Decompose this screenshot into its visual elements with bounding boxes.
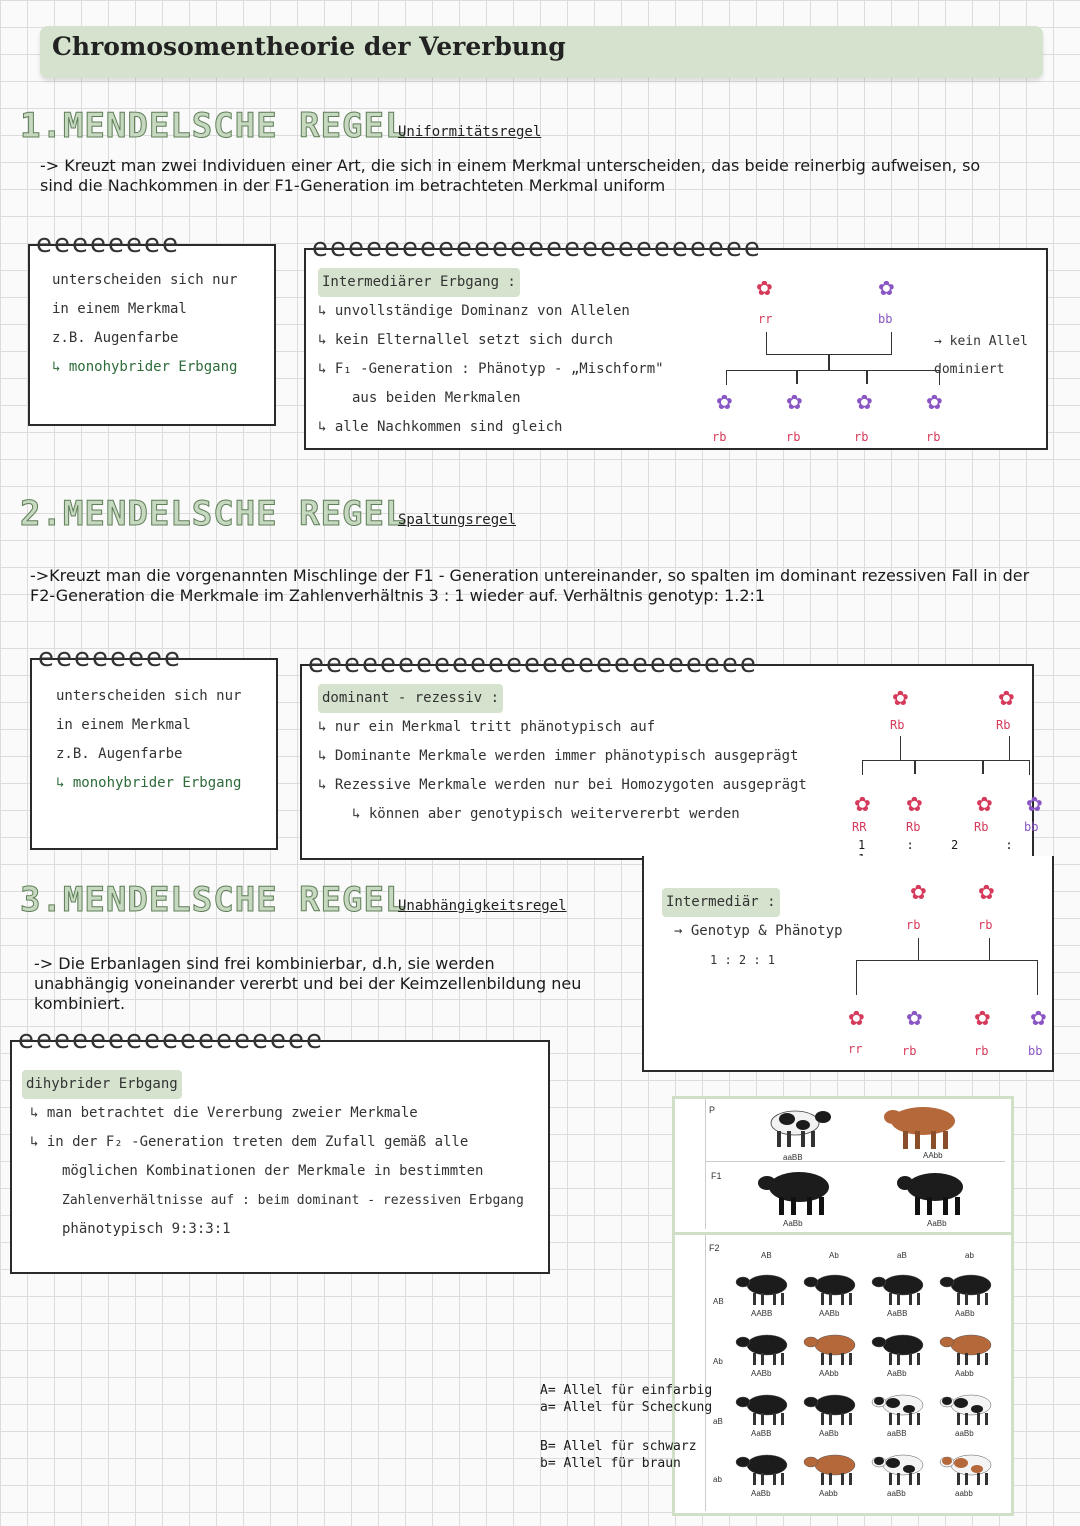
- note-line: ↳ in der F₂ -Generation treten dem Zufall gemäß alle: [30, 1134, 469, 1150]
- ratio-part: :: [1005, 838, 1013, 852]
- genotype-label: AAbb: [923, 1151, 943, 1160]
- genotype-label: rr: [758, 312, 773, 326]
- divider: [705, 1161, 1005, 1162]
- cattle-f2-panel: [672, 1232, 1014, 1516]
- genotype-label: rb: [978, 918, 993, 932]
- note-line: ↳ monohybrider Erbgang: [52, 359, 238, 375]
- gamete-row-label: ab: [713, 1475, 722, 1484]
- note-line: unterscheiden sich nur: [52, 272, 238, 288]
- note-line: ↳ kein Elternallel setzt sich durch: [318, 332, 614, 348]
- genotype-label: Rb: [890, 718, 905, 732]
- gamete-row-label: aB: [713, 1417, 723, 1426]
- genotype-label: bb: [1028, 1044, 1043, 1058]
- genotype-label: Aabb: [955, 1369, 974, 1378]
- genotype-label: AaBB: [751, 1429, 772, 1438]
- f2-label: F2: [709, 1243, 720, 1253]
- cow-icon: [761, 1103, 835, 1155]
- note-line: ↳ können aber genotypisch weitervererbt werden: [352, 806, 740, 822]
- note-line: z.B. Augenfarbe: [56, 746, 183, 762]
- genotype-label: AaBb: [887, 1369, 907, 1378]
- cow-icon: [937, 1269, 997, 1311]
- genotype-label: aaBb: [955, 1429, 974, 1438]
- note-line: ↳ Dominante Merkmale werden immer phänotypisch ausgeprägt: [318, 748, 799, 764]
- flower-icon: ✿: [878, 276, 895, 300]
- genotype-label: rb: [902, 1044, 917, 1058]
- genotype-label: aaBB: [887, 1429, 907, 1438]
- genotype-label: Rb: [974, 820, 989, 834]
- genotype-label: rr: [848, 1042, 863, 1056]
- genotype-label: AABB: [751, 1309, 773, 1318]
- cow-icon: [733, 1329, 793, 1371]
- spiral-binding: еееееееееееееееееееееееее: [312, 236, 762, 260]
- note-line: 1 : 2 : 1: [710, 953, 776, 967]
- genotype-label: bb: [878, 312, 893, 326]
- rule1-right-notebox: [304, 236, 1048, 450]
- divider: [705, 1099, 706, 1229]
- page-title: Chromosomentheorie der Vererbung: [52, 32, 566, 61]
- gamete-row-label: Ab: [713, 1357, 723, 1366]
- genotype-label: AaBb: [819, 1429, 839, 1438]
- gamete-header: aB: [897, 1251, 907, 1260]
- cross-line: [862, 760, 1030, 775]
- genotype-label: AAbb: [819, 1369, 839, 1378]
- cross-line: [918, 938, 990, 961]
- note-line: Zahlenverhältnisse auf : beim dominant - rezessiven Erbgang: [62, 1193, 524, 1208]
- p-label: P: [709, 1105, 716, 1115]
- cow-icon: [891, 1167, 971, 1221]
- note-line: ↳ monohybrider Erbgang: [56, 775, 242, 791]
- flower-icon: ✿: [756, 276, 773, 300]
- flower-icon: ✿: [906, 792, 923, 816]
- rule3-heading: 3.MENDELSCHE REGEL: [20, 880, 407, 920]
- note-line: möglichen Kombinationen der Merkmale in bestimmten: [62, 1163, 484, 1179]
- spiral-binding: ееееееее: [38, 646, 182, 670]
- genotype-label: rb: [906, 918, 921, 932]
- note-line: ↳ F₁ -Generation : Phänotyp - „Mischform": [318, 361, 664, 377]
- rule2-right-notebox: [300, 652, 1043, 860]
- genotype-label: Rb: [906, 820, 921, 834]
- f1-label: F1: [711, 1171, 722, 1181]
- note-line: ↳ nur ein Merkmal tritt phänotypisch auf: [318, 719, 656, 735]
- cross-line: [766, 332, 892, 355]
- cow-icon: [801, 1389, 861, 1431]
- cross-line: [726, 370, 940, 385]
- cow-icon: [937, 1449, 997, 1491]
- cow-icon: [869, 1449, 929, 1491]
- rule3-text: -> Die Erbanlagen sind frei kombinierbar, d.h, sie werden unabhängig voneinander vererbt und bei der Keimzellenbildung neu kombiniert.: [34, 954, 582, 1013]
- cross-line: [900, 736, 1010, 761]
- rule2-left-notebox: [30, 646, 278, 850]
- rule2-heading: 2.MENDELSCHE REGEL: [20, 494, 407, 534]
- note-line: z.B. Augenfarbe: [52, 330, 179, 346]
- rule2-text: ->Kreuzt man die vorgenannten Mischlinge der F1 - Generation untereinander, so spalten im dominant rezessiven Fall in der F2-Generation die Merkmale im Zahlenverhältnis 3 : 1 wieder auf. Verhältnis genotyp: 1.2:1: [30, 566, 1030, 605]
- flower-icon: ✿: [978, 880, 995, 904]
- genotype-label: aabb: [955, 1489, 973, 1498]
- title-bar: [40, 26, 1043, 78]
- cow-icon: [875, 1101, 971, 1155]
- cross-line: [866, 370, 868, 384]
- note-line: → Genotyp & Phänotyp: [674, 923, 843, 939]
- genotype-label: AaBb: [783, 1219, 803, 1228]
- flower-icon: ✿: [998, 686, 1015, 710]
- ratio-part: :: [906, 838, 914, 852]
- gamete-row-label: AB: [713, 1297, 724, 1306]
- spiral-binding: еееееееееееееееееееееееее: [308, 652, 758, 676]
- flower-icon: ✿: [974, 1006, 991, 1030]
- cow-icon: [869, 1389, 929, 1431]
- note-line: in einem Merkmal: [52, 301, 187, 317]
- cow-icon: [733, 1389, 793, 1431]
- genotype-label: AaBb: [751, 1489, 771, 1498]
- note-line: ↳ man betrachtet die Vererbung zweier Merkmale: [30, 1105, 418, 1121]
- note-line: phänotypisch 9:3:3:1: [62, 1221, 231, 1237]
- cow-icon: [733, 1449, 793, 1491]
- cross-line: [796, 370, 798, 384]
- flower-icon: ✿: [786, 390, 803, 414]
- flower-icon: ✿: [976, 792, 993, 816]
- flower-icon: ✿: [892, 686, 909, 710]
- note-line: ↳ Rezessive Merkmale werden nur bei Homozygoten ausgeprägt: [318, 777, 807, 793]
- cow-icon: [937, 1329, 997, 1371]
- genotype-label: bb: [1024, 820, 1039, 834]
- cow-icon: [869, 1269, 929, 1311]
- cow-icon: [801, 1329, 861, 1371]
- rule1-heading: 1.MENDELSCHE REGEL: [20, 106, 407, 146]
- cattle-parent-panel: [672, 1096, 1014, 1236]
- genotype-label: RR: [852, 820, 867, 834]
- flower-icon: ✿: [1026, 792, 1043, 816]
- cross-line: [856, 960, 1038, 995]
- cow-icon: [733, 1269, 793, 1311]
- rule3-notebox: [10, 1028, 550, 1274]
- allele-legend: [540, 1382, 712, 1472]
- note-line: unterscheiden sich nur: [56, 688, 242, 704]
- note-line: ↳ alle Nachkommen sind gleich: [318, 419, 563, 435]
- flower-icon: ✿: [1030, 1006, 1047, 1030]
- genotype-label: aaBb: [887, 1489, 906, 1498]
- ratio-part: 2: [950, 838, 959, 852]
- legend-line: a= Allel für Scheckung: [540, 1400, 713, 1415]
- spiral-binding: еееееееееееееееее: [18, 1028, 324, 1052]
- no-dominance-note: → kein Allel dominiert: [934, 334, 1028, 377]
- genotype-label: rb: [712, 430, 727, 444]
- intermediate-tag: Intermediär :: [662, 888, 780, 917]
- cross-line: [982, 760, 984, 774]
- legend-line: B= Allel für schwarz: [540, 1439, 697, 1454]
- rule1-text: -> Kreuzt man zwei Individuen einer Art, die sich in einem Merkmal unterscheiden, das beide reinerbig aufweisen, so sind die Nachkommen in der F1-Generation im betrachteten Merkmal uniform: [40, 156, 981, 195]
- genotype-label: AABb: [751, 1369, 772, 1378]
- genotype-label: AaBb: [927, 1219, 947, 1228]
- cow-icon: [937, 1389, 997, 1431]
- flower-icon: ✿: [854, 792, 871, 816]
- gamete-header: AB: [761, 1251, 772, 1260]
- genotype-label: rb: [974, 1044, 989, 1058]
- genotype-label: Rb: [996, 718, 1011, 732]
- genotype-label: aaBB: [783, 1153, 803, 1162]
- cross-line: [914, 760, 916, 774]
- gamete-header: Ab: [829, 1251, 839, 1260]
- rule3-subtitle: Unabhängigkeitsregel: [398, 898, 567, 914]
- flower-icon: ✿: [848, 1006, 865, 1030]
- flower-icon: ✿: [906, 1006, 923, 1030]
- genotype-label: Aabb: [819, 1489, 838, 1498]
- intermediate-tag: Intermediärer Erbgang :: [318, 268, 520, 297]
- genotype-label: AaBB: [887, 1309, 908, 1318]
- genotype-label: rb: [786, 430, 801, 444]
- cross-line: [828, 354, 830, 370]
- dominant-tag: dominant - rezessiv :: [318, 684, 503, 713]
- spiral-binding: ееееееее: [36, 232, 180, 256]
- genotype-label: AABb: [819, 1309, 840, 1318]
- genotype-label: rb: [926, 430, 941, 444]
- ratio-part: 1: [858, 838, 866, 852]
- cow-icon: [753, 1165, 839, 1221]
- genotype-label: rb: [854, 430, 869, 444]
- flower-icon: ✿: [856, 390, 873, 414]
- legend-line: b= Allel für braun: [540, 1456, 681, 1471]
- note-line: aus beiden Merkmalen: [352, 390, 521, 406]
- dihybrid-tag: dihybrider Erbgang: [22, 1070, 182, 1099]
- genotype-label: AaBb: [955, 1309, 975, 1318]
- rule2-subtitle: Spaltungsregel: [398, 512, 517, 528]
- rule1-left-notebox: [28, 232, 276, 426]
- rule1-subtitle: Uniformitätsregel: [398, 124, 542, 140]
- flower-icon: ✿: [716, 390, 733, 414]
- cow-icon: [801, 1449, 861, 1491]
- note-line: ↳ unvollständige Dominanz von Allelen: [318, 303, 630, 319]
- flower-icon: ✿: [910, 880, 927, 904]
- cow-icon: [869, 1329, 929, 1371]
- legend-line: A= Allel für einfarbig: [540, 1383, 713, 1398]
- gamete-header: ab: [965, 1251, 974, 1260]
- note-line: in einem Merkmal: [56, 717, 191, 733]
- flower-icon: ✿: [926, 390, 943, 414]
- intermediate-notebox: [642, 856, 1054, 1072]
- cow-icon: [801, 1269, 861, 1311]
